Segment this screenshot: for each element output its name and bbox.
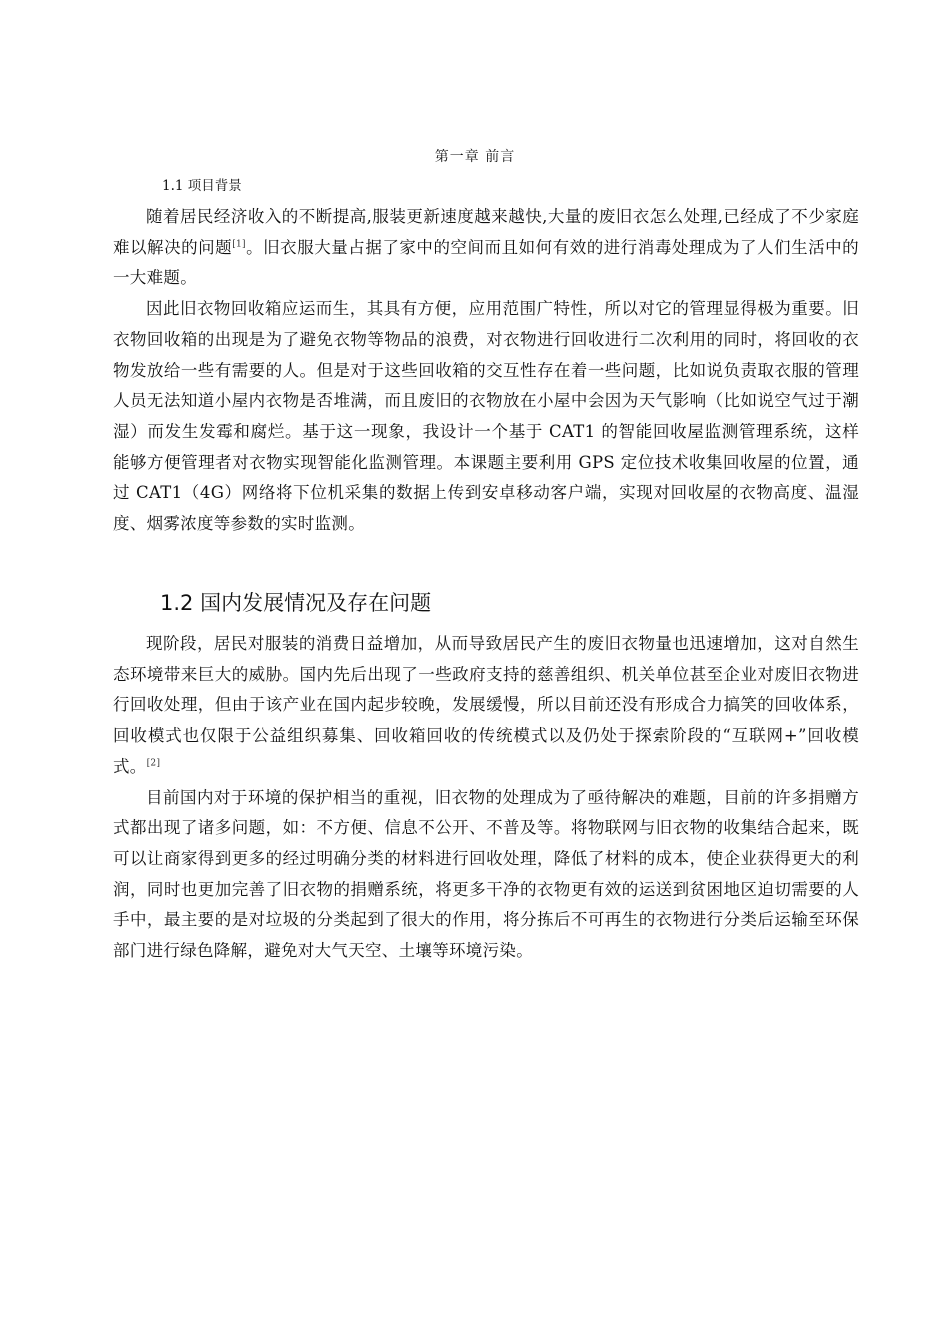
- paragraph-text: 。旧衣服大量占据了家中的空间而且如何有效的进行消毒处理成为了人们生活中的一大难题。: [113, 237, 859, 288]
- paragraph: [113, 629, 859, 783]
- paragraph: 目前国内对于环境的保护相当的重视，旧衣物的处理成为了亟待解决的难题，目前的许多捐赠方式都出现了诸多问题，如：不方便、信息不公开、不普及等。将物联网与旧衣物的收集结合起来，既可以让商家得到更多的经过明确分类的材料进行回收处理，降低了材料的成本，使企业获得更大的利润，同时也更加完善了旧衣物的捐赠系统，将更多干净的衣物更有效的运送到贫困地区迫切需要的人手中，最主要的是对垃圾的分类起到了很大的作用，将分拣后不可再生的衣物进行分类后运输至环保部门进行绿色降解，避免对大气天空、土壤等环境污染。: [113, 787, 859, 961]
- section-heading-1-2: 1.2 国内发展情况及存在问题: [160, 591, 432, 615]
- citation: [1]: [232, 239, 246, 250]
- section-1-1-body: [113, 202, 859, 540]
- section-heading-1-1: 1.1 项目背景: [162, 178, 242, 194]
- chapter-title: 第一章 前言: [434, 149, 516, 165]
- paragraph: [113, 202, 859, 294]
- citation: [2]: [146, 758, 161, 769]
- paragraph-text: 现阶段，居民对服装的消费日益增加，从而导致居民产生的废旧衣物量也迅速增加，这对自然生态环境带来巨大的威胁。国内先后出现了一些政府支持的慈善组织、机关单位甚至企业对废旧衣物进行回收处理，但由于该产业在国内起步较晚，发展缓慢，所以目前还没有形成合力搞笑的回收体系，回收模式也仅限于公益组织募集、回收箱回收的传统模式以及仍处于探索阶段的“互联网+”回收模式。: [113, 634, 859, 776]
- section-1-2-body: [113, 629, 859, 967]
- paragraph: 因此旧衣物回收箱应运而生，其具有方便，应用范围广特性，所以对它的管理显得极为重要。旧衣物回收箱的出现是为了避免衣物等物品的浪费，对衣物进行回收进行二次利用的同时，将回收的衣物发放给一些有需要的人。但是对于这些回收箱的交互性存在着一些问题，比如说负责取衣服的管理人员无法知道小屋内衣物是否堆满，而且废旧的衣物放在小屋中会因为天气影响（比如说空气过于潮湿）而发生发霉和腐烂。基于这一现象，我设计一个基于 CAT1 的智能回收屋监测管理系统，这样能够方便管理者对衣物实现智能化监测管理。本课题主要利用 GPS 定位技术收集回收屋的位置，通过 CAT1（4G）网络将下位机采集的数据上传到安卓移动客户端，实现对回收屋的衣物高度、温湿度、烟雾浓度等参数的实时监测。: [113, 299, 859, 534]
- paragraph-text: 随着居民经济收入的不断提高,服装更新速度越来越快,大量的废旧衣怎么处理,已经成了不少家庭难以解决的问题: [113, 207, 859, 257]
